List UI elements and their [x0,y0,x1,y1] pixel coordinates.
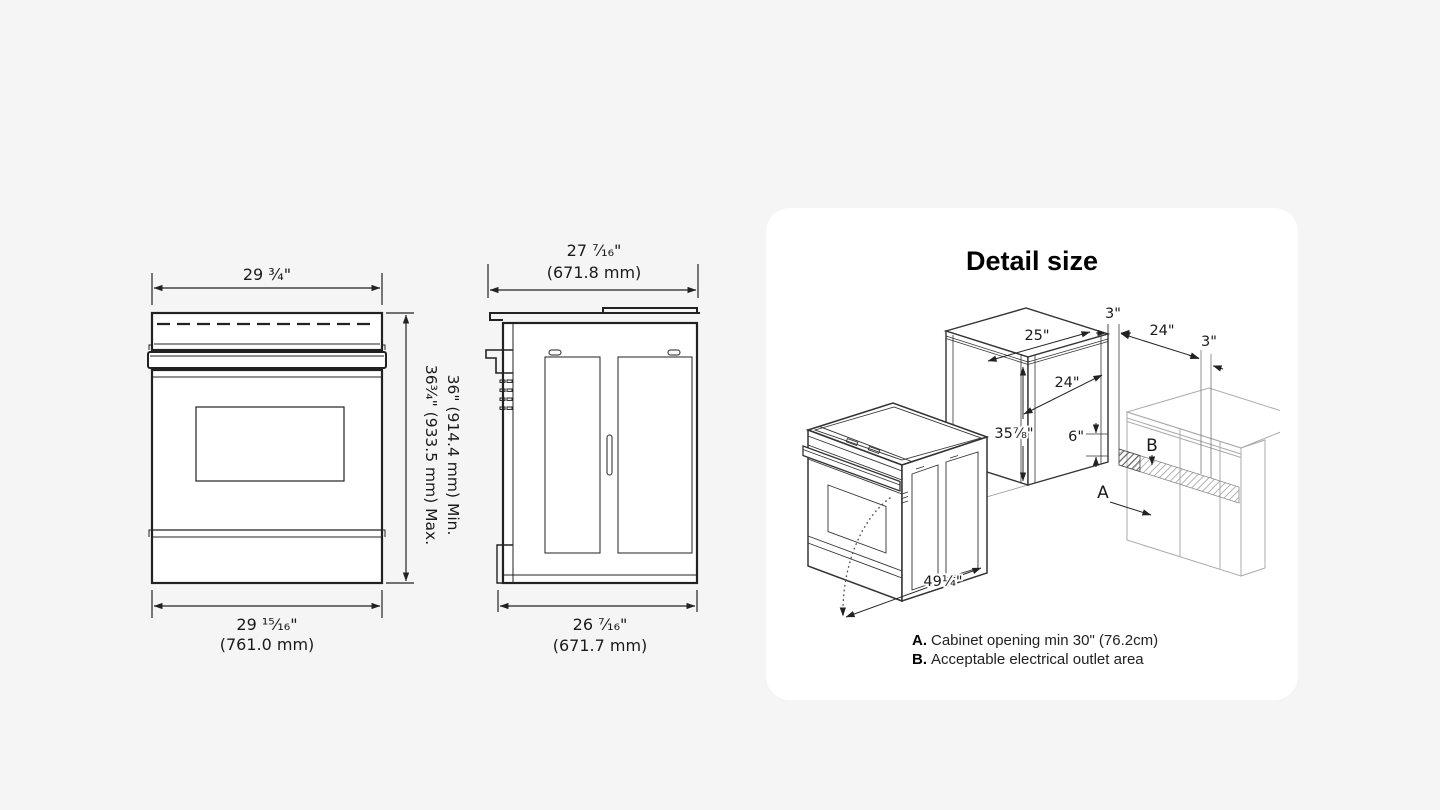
installation-isometric-diagram [790,288,1280,638]
dim-3-right [1189,355,1199,358]
front-height-min-label: 36" (914.4 mm) Min. [444,374,462,536]
note-b [912,651,1158,670]
note-a-text: Cabinet opening min 30" (76.2cm) [931,632,1159,649]
front-view-diagram [130,240,480,660]
note-b-prefix: B. [912,650,927,668]
counter-edge-line [1127,418,1241,454]
front-height-max-label: 36¾" (933.5 mm) Max. [422,364,440,546]
outlet-area-strip-dark [1119,449,1140,472]
counter-end-face [1241,440,1265,576]
marker-b-label: B [1146,436,1158,456]
gap-right-label: 3" [1201,334,1217,350]
counter-height-label: 35⅞" [994,426,1034,442]
outlet-height-label: 6" [1068,429,1084,445]
oven-window [196,407,344,481]
door-open-depth-label: 49¼" [923,574,963,590]
notes-block [912,632,1158,669]
front-width-bottom-label: 29 ¹⁵⁄₁₆" [236,615,298,634]
marker-a-label: A [1097,483,1109,503]
range-handle-front [148,352,386,368]
outlet-width-label: 24" [1149,323,1175,339]
note-a-prefix: A. [912,632,927,649]
note-a [912,632,1158,651]
note-b-text: Acceptable electrical outlet area [931,650,1144,668]
gap-left-label: 3" [1105,306,1121,322]
marker-a-arrow [1110,502,1151,515]
side-depth-top-label: 27 ⁷⁄₁₆" [566,241,622,260]
card-title: Detail size [965,246,1099,276]
counter-depth-label: 25" [1024,328,1050,344]
front-width-bottom-mm-label: (761.0 mm) [219,635,315,654]
counter-edge-line [1127,422,1241,458]
side-depth-top-mm-label: (671.8 mm) [546,263,642,282]
side-depth-bottom-label: 26 ⁷⁄₁₆" [572,615,628,634]
dim-3-right [1213,366,1223,369]
cabinet-depth-label: 24" [1054,375,1080,391]
side-view-diagram [470,240,730,660]
side-depth-bottom-mm-label: (671.7 mm) [552,636,648,655]
front-width-label: 29 ¾" [242,265,292,284]
cooktop-surface-line [490,313,700,320]
detail-size-card [766,208,1298,700]
